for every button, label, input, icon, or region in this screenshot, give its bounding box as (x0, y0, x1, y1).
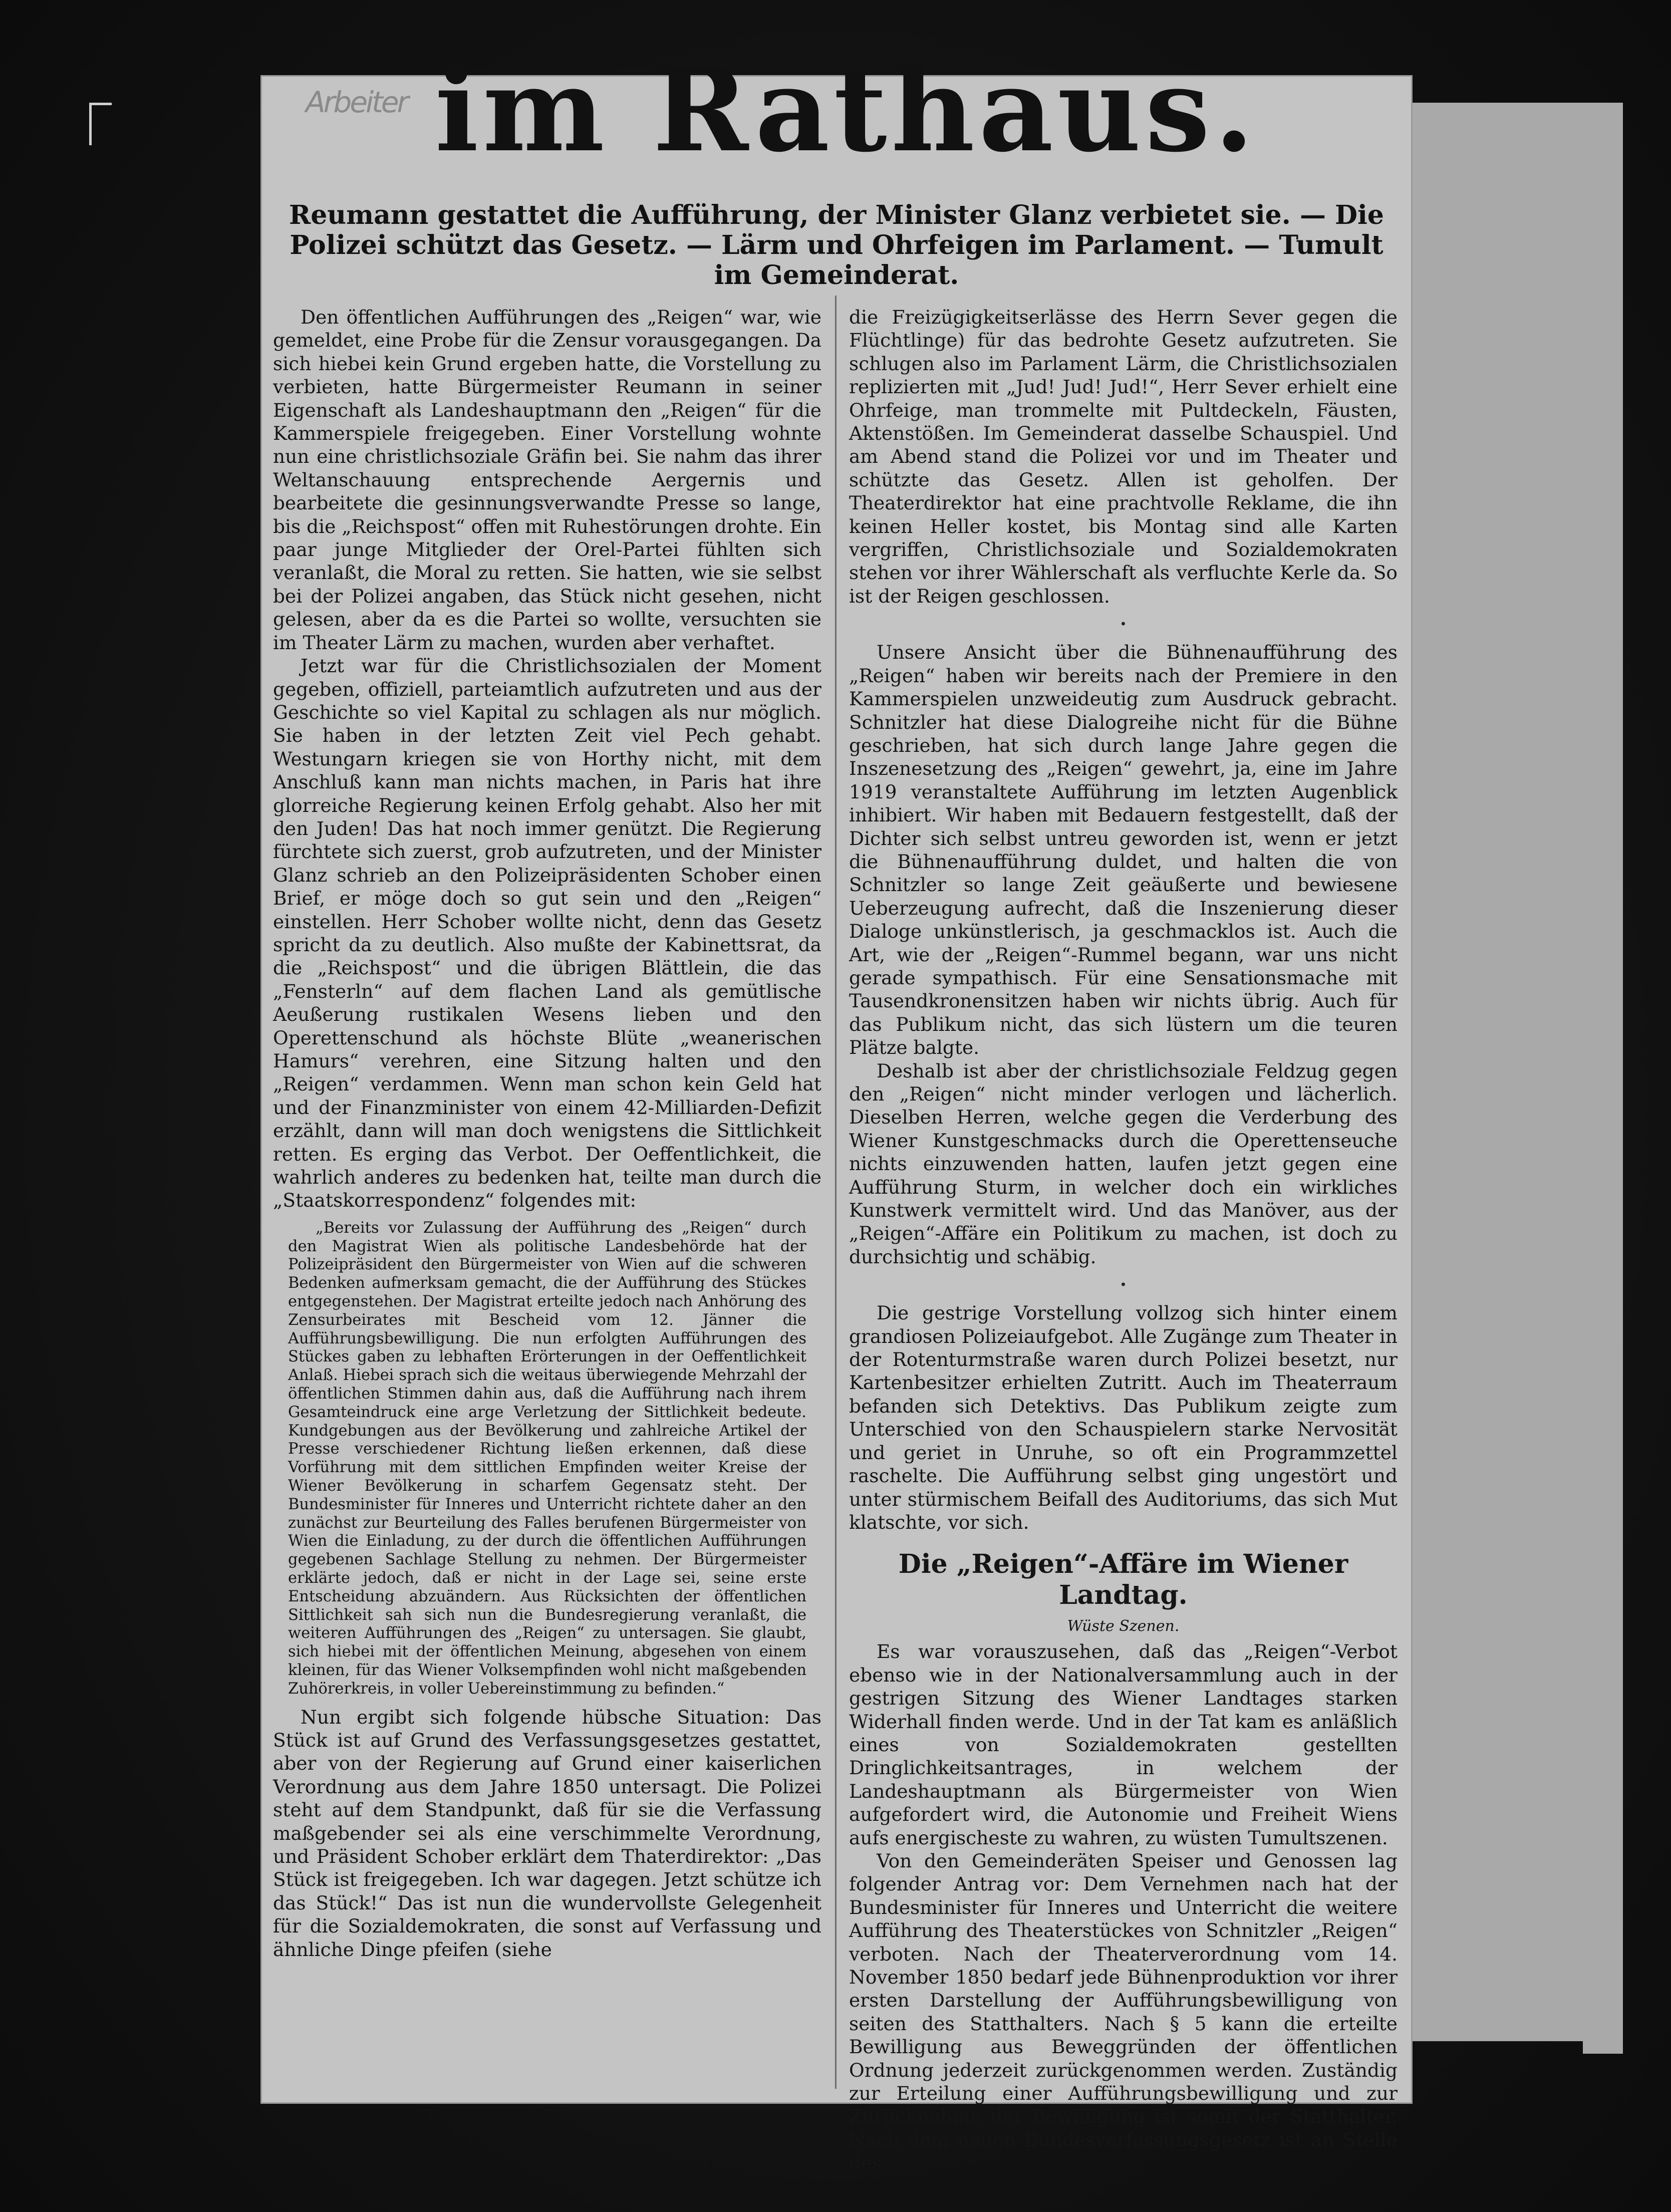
paragraph: Unsere Ansicht über die Bühnenaufführung des „Reigen“ haben wir bereits nach der Premiere in den Kammerspielen unzweideutig zum Ausdruck gebracht. Schnitzler hat diese Dialogreihe nicht für die Bühne geschrieben, hat sich durch lange Jahre gegen die Inszenesetzung des „Reigen“ gewehrt, ja, eine im Jahre 1919 veranstaltete Aufführung im letzten Augenblick inhibiert. Wir haben mit Bedauern festgestellt, daß der Dichter sich selbst untreu geworden ist, wenn er jetzt die Bühnenaufführung duldet, und halten die von Schnitzler so lange Zeit geäußerte und bewiesene Ueberzeugung aufrecht, daß die Inszenierung dieser Dialoge unkünstlerisch, ja geschmacklos ist. Auch die Art, wie der „Reigen“-Rummel begann, war uns nicht gerade sympathisch. Für eine Sensationsmache mit Tausendkronensitzen haben wir nichts übrig. Auch für das Publikum nicht, das sich lüstern um die teuren Plätze balgte. (849, 641, 1398, 1059)
cut-off-banner-title: im Rathaus. (435, 43, 1258, 178)
quoted-statement: „Bereits vor Zulassung der Aufführung des „Reigen“ durch den Magistrat Wien als politische Landesbehörde hat der Polizeipräsident den Bürgermeister von Wien auf die schweren Bedenken aufmerksam gemacht, die der Aufführung des Stückes entgegenstehen. Der Magistrat erteilte jedoch nach Anhörung des Zensurbeirates mit Bescheid vom 12. Jänner die Aufführungsbewilligung. Die nun erfolgten Aufführungen des Stückes gaben zu lebhaften Erörterungen in der Oeffentlichkeit Anlaß. Hiebei sprach sich die weitaus überwiegende Mehrzahl der öffentlichen Stimmen dahin aus, daß die Aufführung nach ihrem Gesamteindruck eine arge Verletzung der Sittlichkeit bedeute. Kundgebungen aus der Bevölkerung und zahlreiche Artikel der Presse verschiedener Richtung ließen erkennen, daß diese Vorführung mit dem sittlichen Empfinden weiter Kreise der Wiener Bevölkerung in scharfem Gegensatz steht. Der Bundesminister für Inneres und Unterricht richtete daher an den zunächst zur Beurteilung des Falles berufenen Bürgermeister von Wien die Einladung, zu der durch die öffentlichen Aufführungen gegebenen Sachlage Stellung zu nehmen. Der Bürgermeister erklärte jedoch, daß er nicht in der Lage sei, seine erste Entscheidung abzuändern. Aus Rücksichten der öffentlichen Sittlichkeit sah sich nun die Bundesregierung veranlaßt, die weiteren Aufführungen des „Reigen“ zu untersagen. Sie glaubt, sich hiebei mit der öffentlichen Meinung, abgesehen von einem kleinen, für das Wiener Volksempfinden wohl nicht maßgebenden Zuhörerkreis, in voller Uebereinstimmung zu befinden.“ (288, 1219, 806, 1698)
newspaper-clipping (260, 43, 1413, 2174)
section-separator: • (1120, 1278, 1127, 1292)
paragraph: Es war vorauszusehen, daß das „Reigen“-Verbot ebenso wie in der Nationalversammlung auch in der gestrigen Sitzung des Wiener Landtages starken Widerhall finden werde. Und in der Tat kam es anläßlich eines von Sozialdemokraten gestellten Dringlichkeitsantrages, in welchem der Landeshauptmann als Bürgermeister von Wien aufgefordert wird, die Autonomie und Freiheit Wiens aufs energischeste zu wahren, zu wüsten Tumultszenen. (849, 1640, 1398, 1849)
section-separator: • (1120, 617, 1127, 632)
corner-crop-mark (89, 103, 112, 145)
article-column-right (849, 306, 1398, 2175)
paragraph: Von den Gemeinderäten Speiser und Genossen lag folgender Antrag vor: Dem Vernehmen nach hat der Bundesminister für Inneres und Unterricht die weitere Aufführung des Theaterstückes von Schnitzler „Reigen“ verboten. Nach der Theaterverordnung vom 14. November 1850 bedarf jede Bühnenproduktion vor ihrer ersten Darstellung der Aufführungsbewilligung von seiten des Statthalters. Nach § 5 kann die erteilte Bewilligung aus Beweggründen der öffentlichen Ordnung jederzeit zurückgenommen werden. Zuständig zur Erteilung einer Aufführungsbewilligung und zur Zurücknahme der Bewilligung ist somit der Statthalter. Nach dem neuen Bundesverfassungsgesetz ist an Stelle des (849, 1849, 1398, 2174)
section-kicker: Wüste Szenen. (1067, 1617, 1180, 1635)
paragraph: Die gestrige Vorstellung vollzog sich hinter einem grandiosen Polizeiaufgebot. Alle Zugänge zum Theater in der Rotenturmstraße waren durch Polizei besetzt, nur Kartenbesitzer erhielten Zutritt. Auch im Theaterraum befanden sich Detektivs. Das Publikum zeigte zum Unterschied von den Schauspielern starke Nervosität und geriet in Unruhe, so oft ein Programmzettel raschelte. Die Aufführung selbst ging ungestört und unter stürmischem Beifall des Auditoriums, das sich Mut klatschte, vor sich. (849, 1302, 1398, 1533)
backing-paper-tab (1583, 2034, 1623, 2054)
paragraph: Deshalb ist aber der christlichsoziale Feldzug gegen den „Reigen“ nicht minder verlogen und lächerlich. Dieselben Herren, welche gegen die Verderbung des Wiener Kunstgeschmacks durch die Operettenseuche nichts einzuwenden hatten, laufen jetzt gegen eine Aufführung Sturm, in welcher doch ein wirkliches Kunstwerk vermittelt wird. Und das Manöver, aus der „Reigen“-Affäre ein Politikum zu machen, ist doch zu durchsichtig und schäbig. (849, 1059, 1398, 1268)
backing-paper (1413, 103, 1623, 2041)
paragraph: die Freizügigkeitserlässe des Herrn Sever gegen die Flüchtlinge) für das bedrohte Gesetz aufzutreten. Sie schlugen also im Parlament Lärm, die Christlichsozialen replizierten mit „Jud! Jud! Jud!“, Herr Sever erhielt eine Ohrfeige, man trommelte mit Pultdeckeln, Fäusten, Aktenstößen. Im Gemeinderat dasselbe Schauspiel. Und am Abend stand die Polizei vor und im Theater und schützte das Gesetz. Allen ist geholfen. Der Theaterdirektor hat eine prachtvolle Reklame, die ihn keinen Heller kostet, bis Montag sind alle Karten vergriffen, Christlichsoziale und Sozialdemokraten stehen vor ihrer Wählerschaft als verfluchte Kerle da. So ist der Reigen geschlossen. (849, 306, 1398, 607)
column-rule (835, 296, 837, 2089)
article-column-left (273, 306, 821, 1961)
section-headline: Die „Reigen“-Affäre im Wiener Landtag. (898, 1549, 1348, 1611)
handwritten-note: Arbeiter (306, 85, 407, 119)
paragraph: Nun ergibt sich folgende hübsche Situation: Das Stück ist auf Grund des Verfassungsgesetzes gestattet, aber von der Regierung auf Grund einer kaiserlichen Verordnung aus dem Jahre 1850 untersagt. Die Polizei steht auf dem Standpunkt, daß für sie die Verfassung maßgebender sei als eine verschimmelte Verordnung, und Präsident Schober erklärt dem Thaterdirektor: „Das Stück ist freigegeben. Ich war dagegen. Jetzt schütze ich das Stück!“ Das ist nun die wundervollste Gelegenheit für die Sozialdemokraten, die sonst auf Verfassung und ähnliche Dinge pfeifen (siehe (273, 1706, 821, 1961)
paragraph: Den öffentlichen Aufführungen des „Reigen“ war, wie gemeldet, eine Probe für die Zensur vorausgegangen. Da sich hiebei kein Grund ergeben hatte, die Vorstellung zu verbieten, hatte Bürgermeister Reumann in seiner Eigenschaft als Landeshauptmann den „Reigen“ für die Kammerspiele freigegeben. Einer Vorstellung wohnte nun eine christlichsoziale Gräfin bei. Sie nahm das ihrer Weltanschauung entsprechende Aergernis und bearbeitete die gesinnungsverwandte Presse so lange, bis die „Reichspost“ offen mit Ruhestörungen drohte. Ein paar junge Mitglieder der Orel-Partei fühlten sich veranlaßt, die Moral zu retten. Sie hatten, wie sie selbst bei der Polizei angaben, das Stück nicht gesehen, nicht gelesen, aber da es die Partei so wollte, versuchten sie im Theater Lärm zu machen, wurden aber verhaftet. (273, 306, 821, 654)
paragraph: Jetzt war für die Christlichsozialen der Moment gegeben, offiziell, parteiamtlich aufzutreten und aus der Geschichte so viel Kapital zu schlagen als nur möglich. Sie haben in der letzten Zeit viel Pech gehabt. Westungarn kriegen sie von Horthy nicht, mit dem Anschluß kann man nichts machen, in Paris hat ihre glorreiche Regierung keinen Erfolg gehabt. Also her mit den Juden! Das hat noch immer genützt. Die Regierung fürchtete sich zuerst, grob aufzutreten, und der Minister Glanz schrieb an den Polizeipräsidenten Schober einen Brief, er möge doch so gut sein und den „Reigen“ einstellen. Herr Schober wollte nicht, denn das Gesetz spricht da zu deutlich. Also mußte der Kabinettsrat, da die „Reichspost“ und die übrigen Blättlein, die das „Fensterln“ auf dem flachen Land als gemütlische Aeußerung rustikalen Wesens lieben und den Operettenschund als höchste Blüte „weanerischen Hamurs“ verehren, eine Sitzung halten und den „Reigen“ verdammen. Wenn man schon kein Geld hat und der Finanzminister von einem 42-Milliarden-Defizit erzählt, dann will man doch wenigstens die Sittlichkeit retten. Es erging das Verbot. Der Oeffentlichkeit, die wahrlich anderes zu bedenken hat, teilte man durch die „Staatskorrespondenz“ folgendes mit: (273, 655, 821, 1212)
article-headline: Reumann gestattet die Aufführung, der Minister Glanz verbietet sie. — Die Polizei schützt das Gesetz. — Lärm und Ohrfeigen im Parlament. — Tumult im Gemeinderat. (289, 200, 1384, 291)
